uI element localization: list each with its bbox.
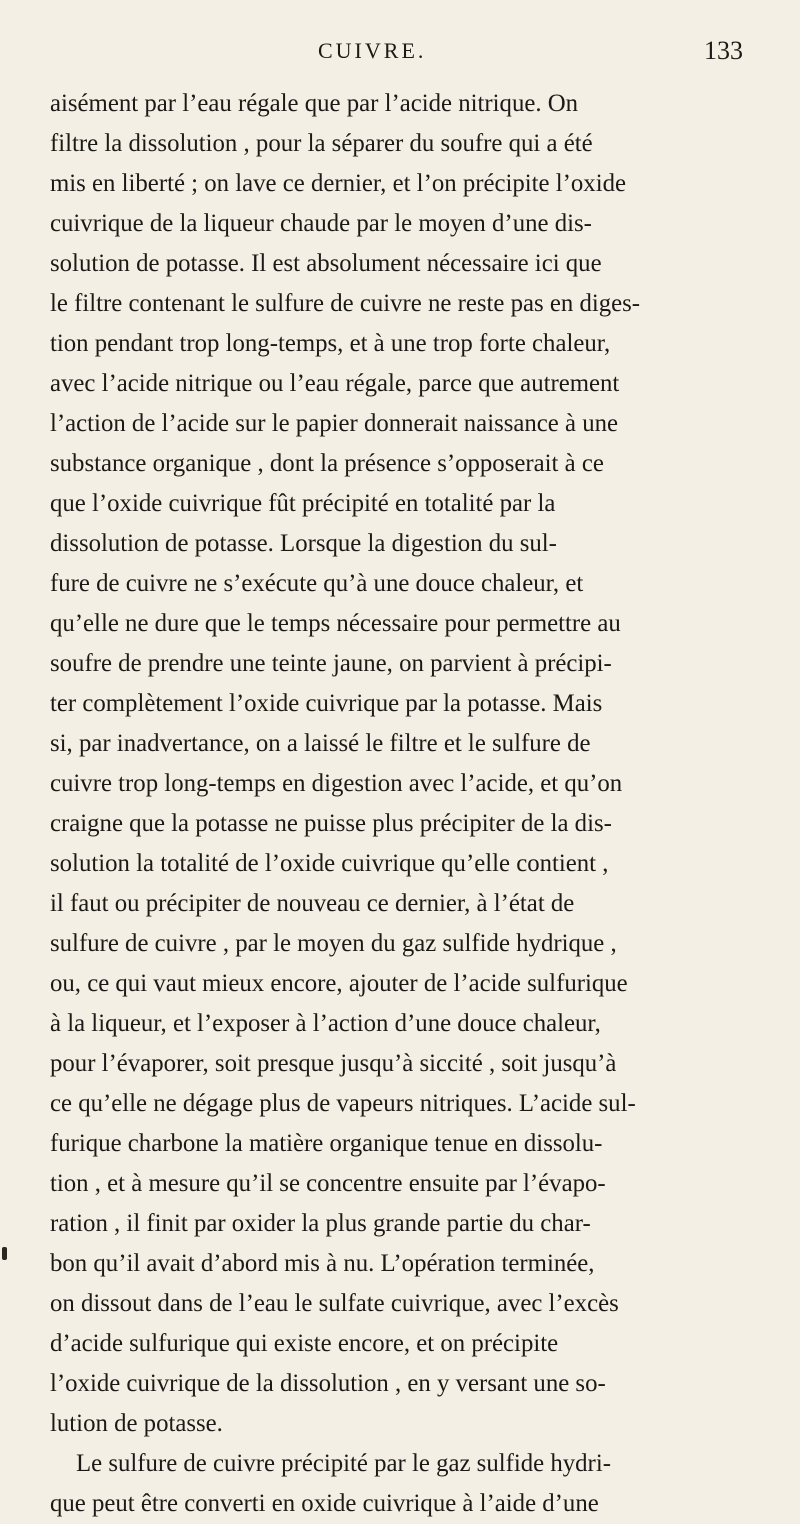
text-line: substance organique , dont la présence s’opposerait à ce (50, 450, 604, 477)
text-line: solution de potasse. Il est absolument nécessaire ici que (50, 250, 602, 277)
text-line: furique charbone la matière organique tenue en dissolu- (50, 1130, 603, 1157)
page-header (0, 34, 800, 74)
text-line: aisément par l’eau régale que par l’acide nitrique. On (50, 90, 579, 117)
text-line: si, par inadvertance, on a laissé le filtre et le sulfure de (50, 730, 591, 757)
text-line: l’oxide cuivrique de la dissolution , en y versant une so- (50, 1370, 606, 1397)
text-line: avec l’acide nitrique ou l’eau régale, parce que autrement (50, 370, 620, 397)
text-line: cuivrique de la liqueur chaude par le moyen d’une dis- (50, 210, 592, 237)
text-line: que peut être converti en oxide cuivrique à l’aide d’une (50, 1490, 599, 1517)
text-line: cuivre trop long-temps en digestion avec l’acide, et qu’on (50, 770, 623, 797)
text-line: solution la totalité de l’oxide cuivrique qu’elle contient , (50, 850, 609, 877)
text-line: que l’oxide cuivrique fût précipité en totalité par la (50, 490, 556, 517)
running-head: CUIVRE. (318, 38, 427, 63)
text-line: ou, ce qui vaut mieux encore, ajouter de l’acide sulfurique (50, 970, 628, 997)
text-line: ration , il finit par oxider la plus grande partie du char- (50, 1210, 591, 1237)
page-number: 133 (704, 36, 743, 65)
text-line: soufre de prendre une teinte jaune, on parvient à précipi- (50, 650, 612, 677)
text-line: on dissout dans de l’eau le sulfate cuivrique, avec l’excès (50, 1290, 619, 1317)
text-line: pour l’évaporer, soit presque jusqu’à siccité , soit jusqu’à (50, 1050, 617, 1077)
text-line: ter complètement l’oxide cuivrique par la potasse. Mais (50, 690, 603, 717)
text-line: mis en liberté ; on lave ce dernier, et l’on précipite l’oxide (50, 170, 626, 197)
text-line: Le sulfure de cuivre précipité par le gaz sulfide hydri- (76, 1450, 611, 1477)
text-line: ce qu’elle ne dégage plus de vapeurs nitriques. L’acide sul- (50, 1090, 636, 1117)
text-line: dissolution de potasse. Lorsque la digestion du sul- (50, 530, 557, 557)
body-text (50, 84, 770, 1524)
text-line: filtre la dissolution , pour la séparer du soufre qui a été (50, 130, 593, 157)
text-line: craigne que la potasse ne puisse plus précipiter de la dis- (50, 810, 612, 837)
text-line: qu’elle ne dure que le temps nécessaire pour permettre au (50, 610, 621, 637)
margin-ink-mark (2, 1247, 7, 1260)
text-line: lution de potasse. (50, 1410, 223, 1437)
text-line: tion , et à mesure qu’il se concentre ensuite par l’évapo- (50, 1170, 606, 1197)
text-line: bon qu’il avait d’abord mis à nu. L’opération terminée, (50, 1250, 595, 1277)
text-line: il faut ou précipiter de nouveau ce dernier, à l’état de (50, 890, 575, 917)
text-line: sulfure de cuivre , par le moyen du gaz sulfide hydrique , (50, 930, 617, 957)
text-line: d’acide sulfurique qui existe encore, et on précipite (50, 1330, 559, 1357)
text-line: le filtre contenant le sulfure de cuivre ne reste pas en diges- (50, 290, 641, 317)
text-line: l’action de l’acide sur le papier donnerait naissance à une (50, 410, 619, 437)
text-line: fure de cuivre ne s’exécute qu’à une douce chaleur, et (50, 570, 584, 597)
text-line: à la liqueur, et l’exposer à l’action d’une douce chaleur, (50, 1010, 601, 1037)
text-line: tion pendant trop long-temps, et à une trop forte chaleur, (50, 330, 611, 357)
